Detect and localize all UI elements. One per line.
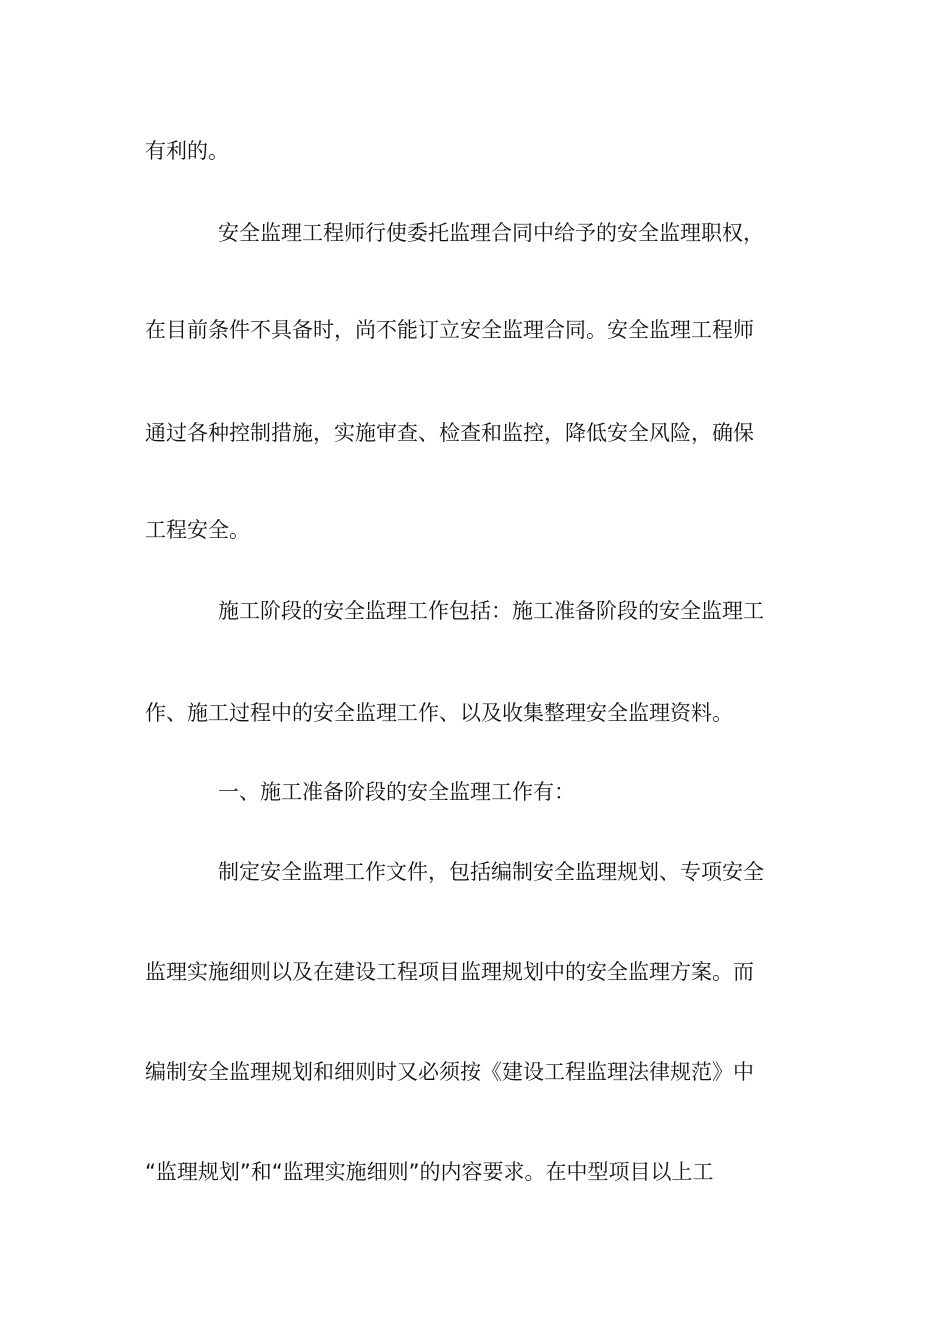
text-line: 通过各种控制措施，实施审查、检查和监控，降低安全风险，确保 [145,421,754,445]
text-line: 在目前条件不具备时，尚不能订立安全监理合同。安全监理工程师 [145,318,754,342]
text-line: 监理实施细则以及在建设工程项目监理规划中的安全监理方案。而 [145,960,754,984]
text-line: “监理规划”和“监理实施细则”的内容要求。在中型项目以上工 [145,1160,714,1184]
text-line: 有利的。 [145,139,229,163]
text-line: 作、施工过程中的安全监理工作、以及收集整理安全监理资料。 [145,701,733,725]
paragraph-start-line: 安全监理工程师行使委托监理合同中给予的安全监理职权， [218,221,764,245]
section-heading: 一、施工准备阶段的安全监理工作有： [218,780,575,804]
text-line: 工程安全。 [145,518,250,542]
paragraph-start-line: 施工阶段的安全监理工作包括：施工准备阶段的安全监理工 [218,599,764,623]
paragraph-start-line: 制定安全监理工作文件，包括编制安全监理规划、专项安全 [218,860,764,884]
text-line: 编制安全监理规划和细则时又必须按《建设工程监理法律规范》中 [145,1060,754,1084]
